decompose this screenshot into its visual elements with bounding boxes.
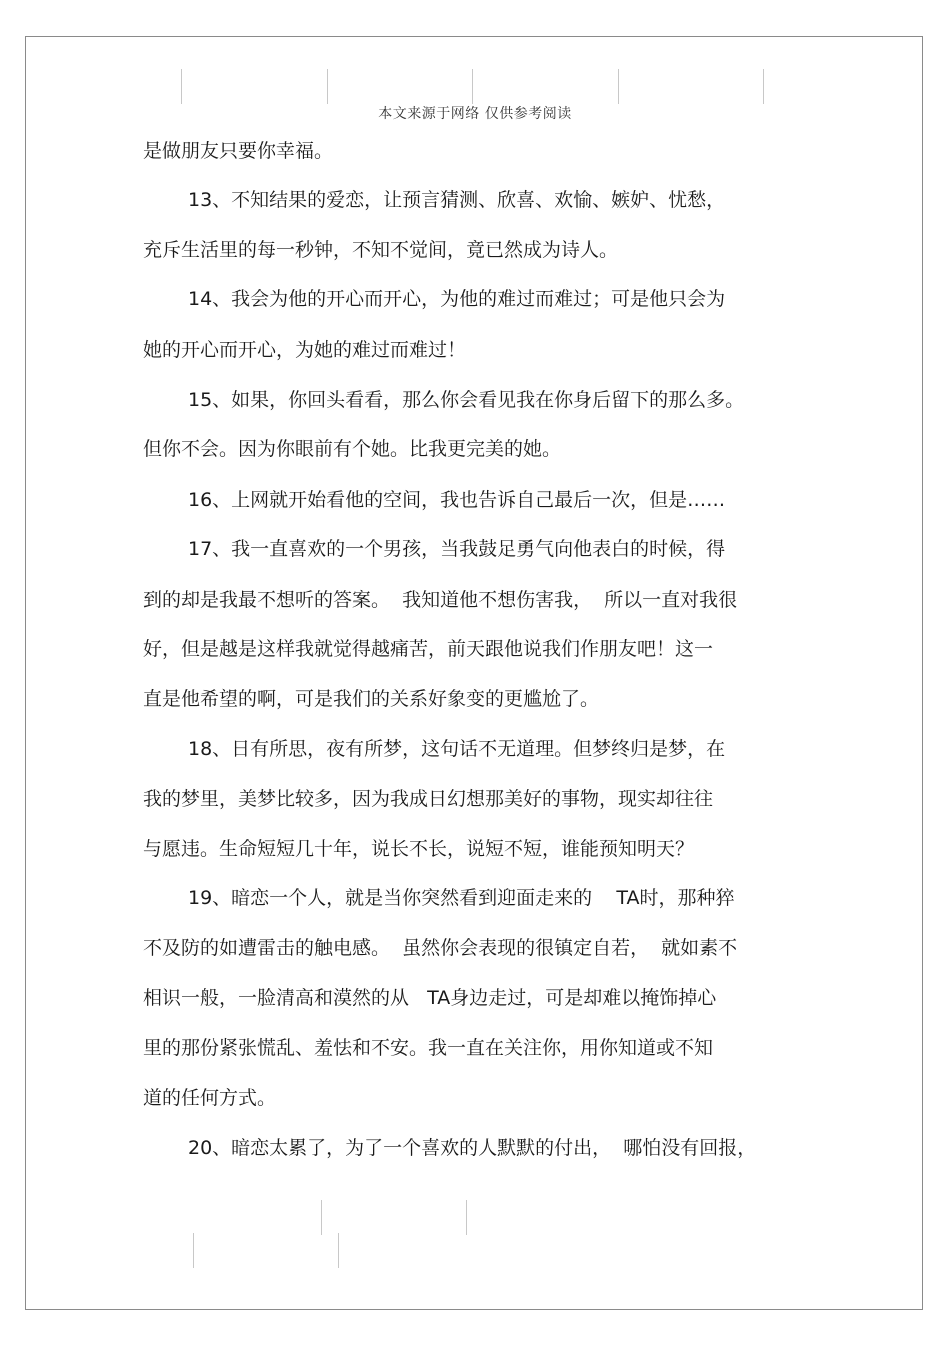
text-line: 到的却是我最不想听的答案。 我知道他不想伤害我， 所以一直对我很	[143, 589, 738, 611]
text-line: 15、如果，你回头看看，那么你会看见我在你身后留下的那么多。	[188, 389, 745, 411]
text-line: 与愿违。生命短短几十年，说长不长，说短不短，谁能预知明天？	[143, 838, 695, 860]
text-line: 是做朋友只要你幸福。	[143, 140, 334, 162]
top-tick-5	[763, 69, 764, 104]
bottom-tick-1	[321, 1200, 322, 1235]
text-line: 不及防的如遭雷击的触电感。 虽然你会表现的很镇定自若， 就如素不	[143, 937, 738, 959]
header-note: 本文来源于网络 仅供参考阅读	[378, 106, 572, 122]
top-tick-2	[327, 69, 328, 104]
text-line: 18、日有所思，夜有所梦，这句话不无道理。但梦终归是梦，在	[188, 738, 726, 760]
text-line: 直是他希望的啊，可是我们的关系好象变的更尴尬了。	[143, 688, 600, 710]
text-line: 17、我一直喜欢的一个男孩，当我鼓足勇气向他表白的时候，得	[188, 538, 726, 560]
bottom-tick-4	[338, 1233, 339, 1268]
text-line: 19、暗恋一个人，就是当你突然看到迎面走来的 TA时，那种猝	[188, 887, 735, 909]
text-line: 16、上网就开始看他的空间，我也告诉自己最后一次，但是……	[188, 489, 726, 511]
page-border	[25, 36, 923, 1310]
text-line: 她的开心而开心，为她的难过而难过！	[143, 339, 467, 361]
text-line: 20、暗恋太累了，为了一个喜欢的人默默的付出， 哪怕没有回报，	[188, 1137, 757, 1159]
bottom-tick-2	[466, 1200, 467, 1235]
top-tick-1	[181, 69, 182, 104]
text-line: 13、不知结果的爱恋，让预言猜测、欣喜、欢愉、嫉妒、忧愁，	[188, 189, 726, 211]
text-line: 道的任何方式。	[143, 1087, 277, 1109]
text-line: 好，但是越是这样我就觉得越痛苦，前天跟他说我们作朋友吧！这一	[143, 638, 714, 660]
top-tick-4	[618, 69, 619, 104]
text-line: 14、我会为他的开心而开心，为他的难过而难过；可是他只会为	[188, 288, 726, 310]
text-line: 充斥生活里的每一秒钟，不知不觉间，竟已然成为诗人。	[143, 239, 619, 261]
bottom-tick-3	[193, 1233, 194, 1268]
text-line: 我的梦里，美梦比较多，因为我成日幻想那美好的事物，现实却往往	[143, 788, 714, 810]
text-line: 但你不会。因为你眼前有个她。比我更完美的她。	[143, 438, 562, 460]
text-line: 相识一般，一脸清高和漠然的从 TA身边走过，可是却难以掩饰掉心	[143, 987, 717, 1009]
text-line: 里的那份紧张慌乱、羞怯和不安。我一直在关注你，用你知道或不知	[143, 1037, 714, 1059]
top-tick-3	[472, 69, 473, 104]
